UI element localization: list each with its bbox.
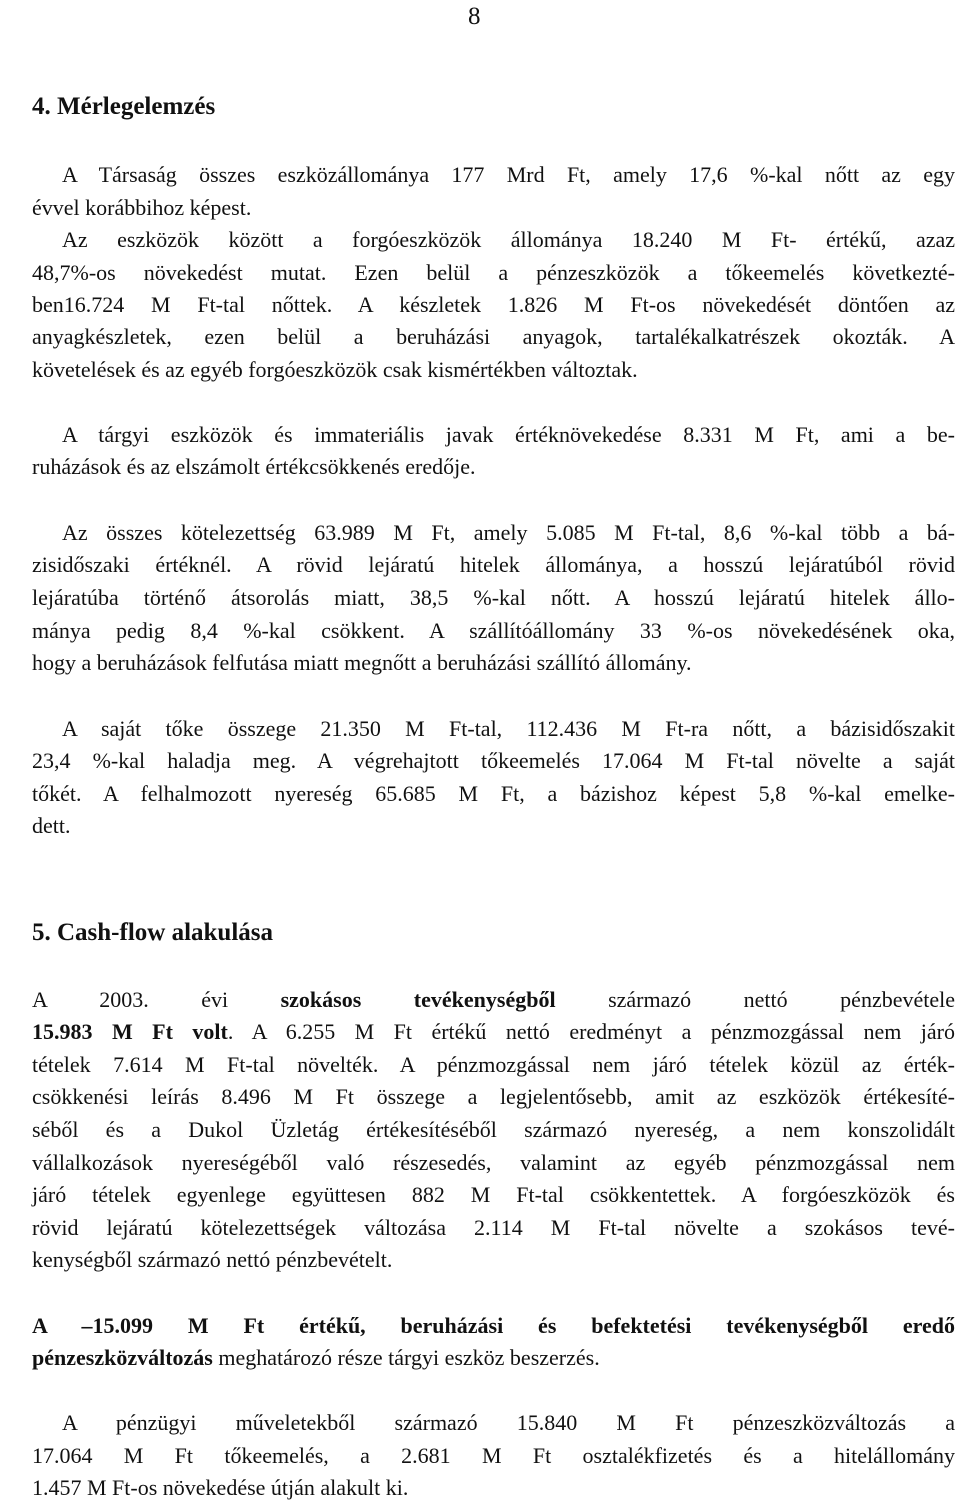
section5-line [32,1017,955,1047]
section5-line: 1.457 M Ft-os növekedése útján alakult ki. [32,1475,409,1500]
section4-line: 23,4 %-kal haladja meg. A végrehajtott tőkeemelés 17.064 M Ft-tal növelte a saját [32,748,955,773]
section4-line: Az eszközök között a forgóeszközök állománya 18.240 M Ft- értékű, azaz [62,227,955,252]
section-4-heading: 4. Mérlegelemzés [32,93,216,120]
section5-line: csökkenési leírás 8.496 M Ft összege a legjelentősebb, amit az eszközök értékesíté- [32,1084,955,1109]
section4-line: A saját tőke összege 21.350 M Ft-tal, 112.436 M Ft-ra nőtt, a bázisidőszakit [62,716,955,741]
section5-line [32,1343,955,1373]
section5-line: kenységből származó nettó pénzbevételt. [32,1247,393,1272]
text-run-bold: szokásos tevékenységből [280,987,556,1012]
text-run: meghatározó része tárgyi eszköz beszerzés. [212,1345,600,1370]
section4-line: zisidőszaki értéknél. A rövid lejáratú hitelek állománya, a hosszú lejáratúból rövid [32,552,955,577]
text-run: A 2003. évi [32,987,281,1012]
section4-line: A tárgyi eszközök és immateriális javak értéknövekedése 8.331 M Ft, ami a be- [62,422,955,447]
section5-line [32,985,955,1015]
section4-line: ben16.724 M Ft-tal nőttek. A készletek 1.826 M Ft-os növekedését döntően az [32,292,955,317]
section4-line: mánya pedig 8,4 %-kal csökkent. A szállítóállomány 33 %-os növekedésének oka, [32,618,955,643]
section4-line: tőkét. A felhalmozott nyereség 65.685 M Ft, a bázishoz képest 5,8 %-kal emelke- [32,781,955,806]
text-run: . A 6.255 M Ft értékű nettó eredményt a pénzmozgással nem járó [227,1019,955,1044]
section5-line: séből és a Dukol Üzletág értékesítéséből származó nyereség, a nem konszolidált [32,1117,955,1142]
section-5-heading: 5. Cash-flow alakulása [32,919,274,946]
section4-line: anyagkészletek, ezen belül a beruházási anyagok, tartalékalkatrészek okozták. A [32,324,955,349]
text-run-bold: 15.983 M Ft volt [32,1019,228,1044]
section5-line: rövid lejáratú kötelezettségek változása 2.114 M Ft-tal növelte a szokásos tevé- [32,1215,955,1240]
text-run: származó nettó pénzbevétele [555,987,955,1012]
section4-line: ruházások és az elszámolt értékcsökkenés eredője. [32,454,476,479]
section5-line: A –15.099 M Ft értékű, beruházási és befektetési tevékenységből eredő [32,1313,955,1338]
text-run-bold: pénzeszközváltozás [32,1345,213,1370]
section4-line: 48,7%-os növekedést mutat. Ezen belül a pénzeszközök a tőkeemelés következté- [32,260,955,285]
section4-line: A Társaság összes eszközállománya 177 Mrd Ft, amely 17,6 %-kal nőtt az egy [62,162,955,187]
section4-line: követelések és az egyéb forgóeszközök csak kismértékben változtak. [32,357,638,382]
section5-line: vállalkozások nyereségéből való részesedés, valamint az egyéb pénzmozgással nem [32,1150,955,1175]
section4-line: lejáratúba történő átsorolás miatt, 38,5 %-kal nőtt. A hosszú lejáratú hitelek állo- [32,585,955,610]
section5-line: járó tételek egyenlege együttesen 882 M Ft-tal csökkentettek. A forgóeszközök és [32,1182,955,1207]
section5-line: A pénzügyi műveletekből származó 15.840 M Ft pénzeszközváltozás a [62,1410,955,1435]
section5-line: 17.064 M Ft tőkeemelés, a 2.681 M Ft osztalékfizetés és a hitelállomány [32,1443,955,1468]
section4-line: évvel korábbihoz képest. [32,195,252,220]
section4-line: dett. [32,813,71,838]
section4-line: hogy a beruházások felfutása miatt megnőtt a beruházási szállító állomány. [32,650,692,675]
section4-line: Az összes kötelezettség 63.989 M Ft, amely 5.085 M Ft-tal, 8,6 %-kal több a bá- [62,520,955,545]
section5-line: tételek 7.614 M Ft-tal növelték. A pénzmozgással nem járó tételek közül az érték- [32,1052,955,1077]
page-number: 8 [468,3,481,30]
